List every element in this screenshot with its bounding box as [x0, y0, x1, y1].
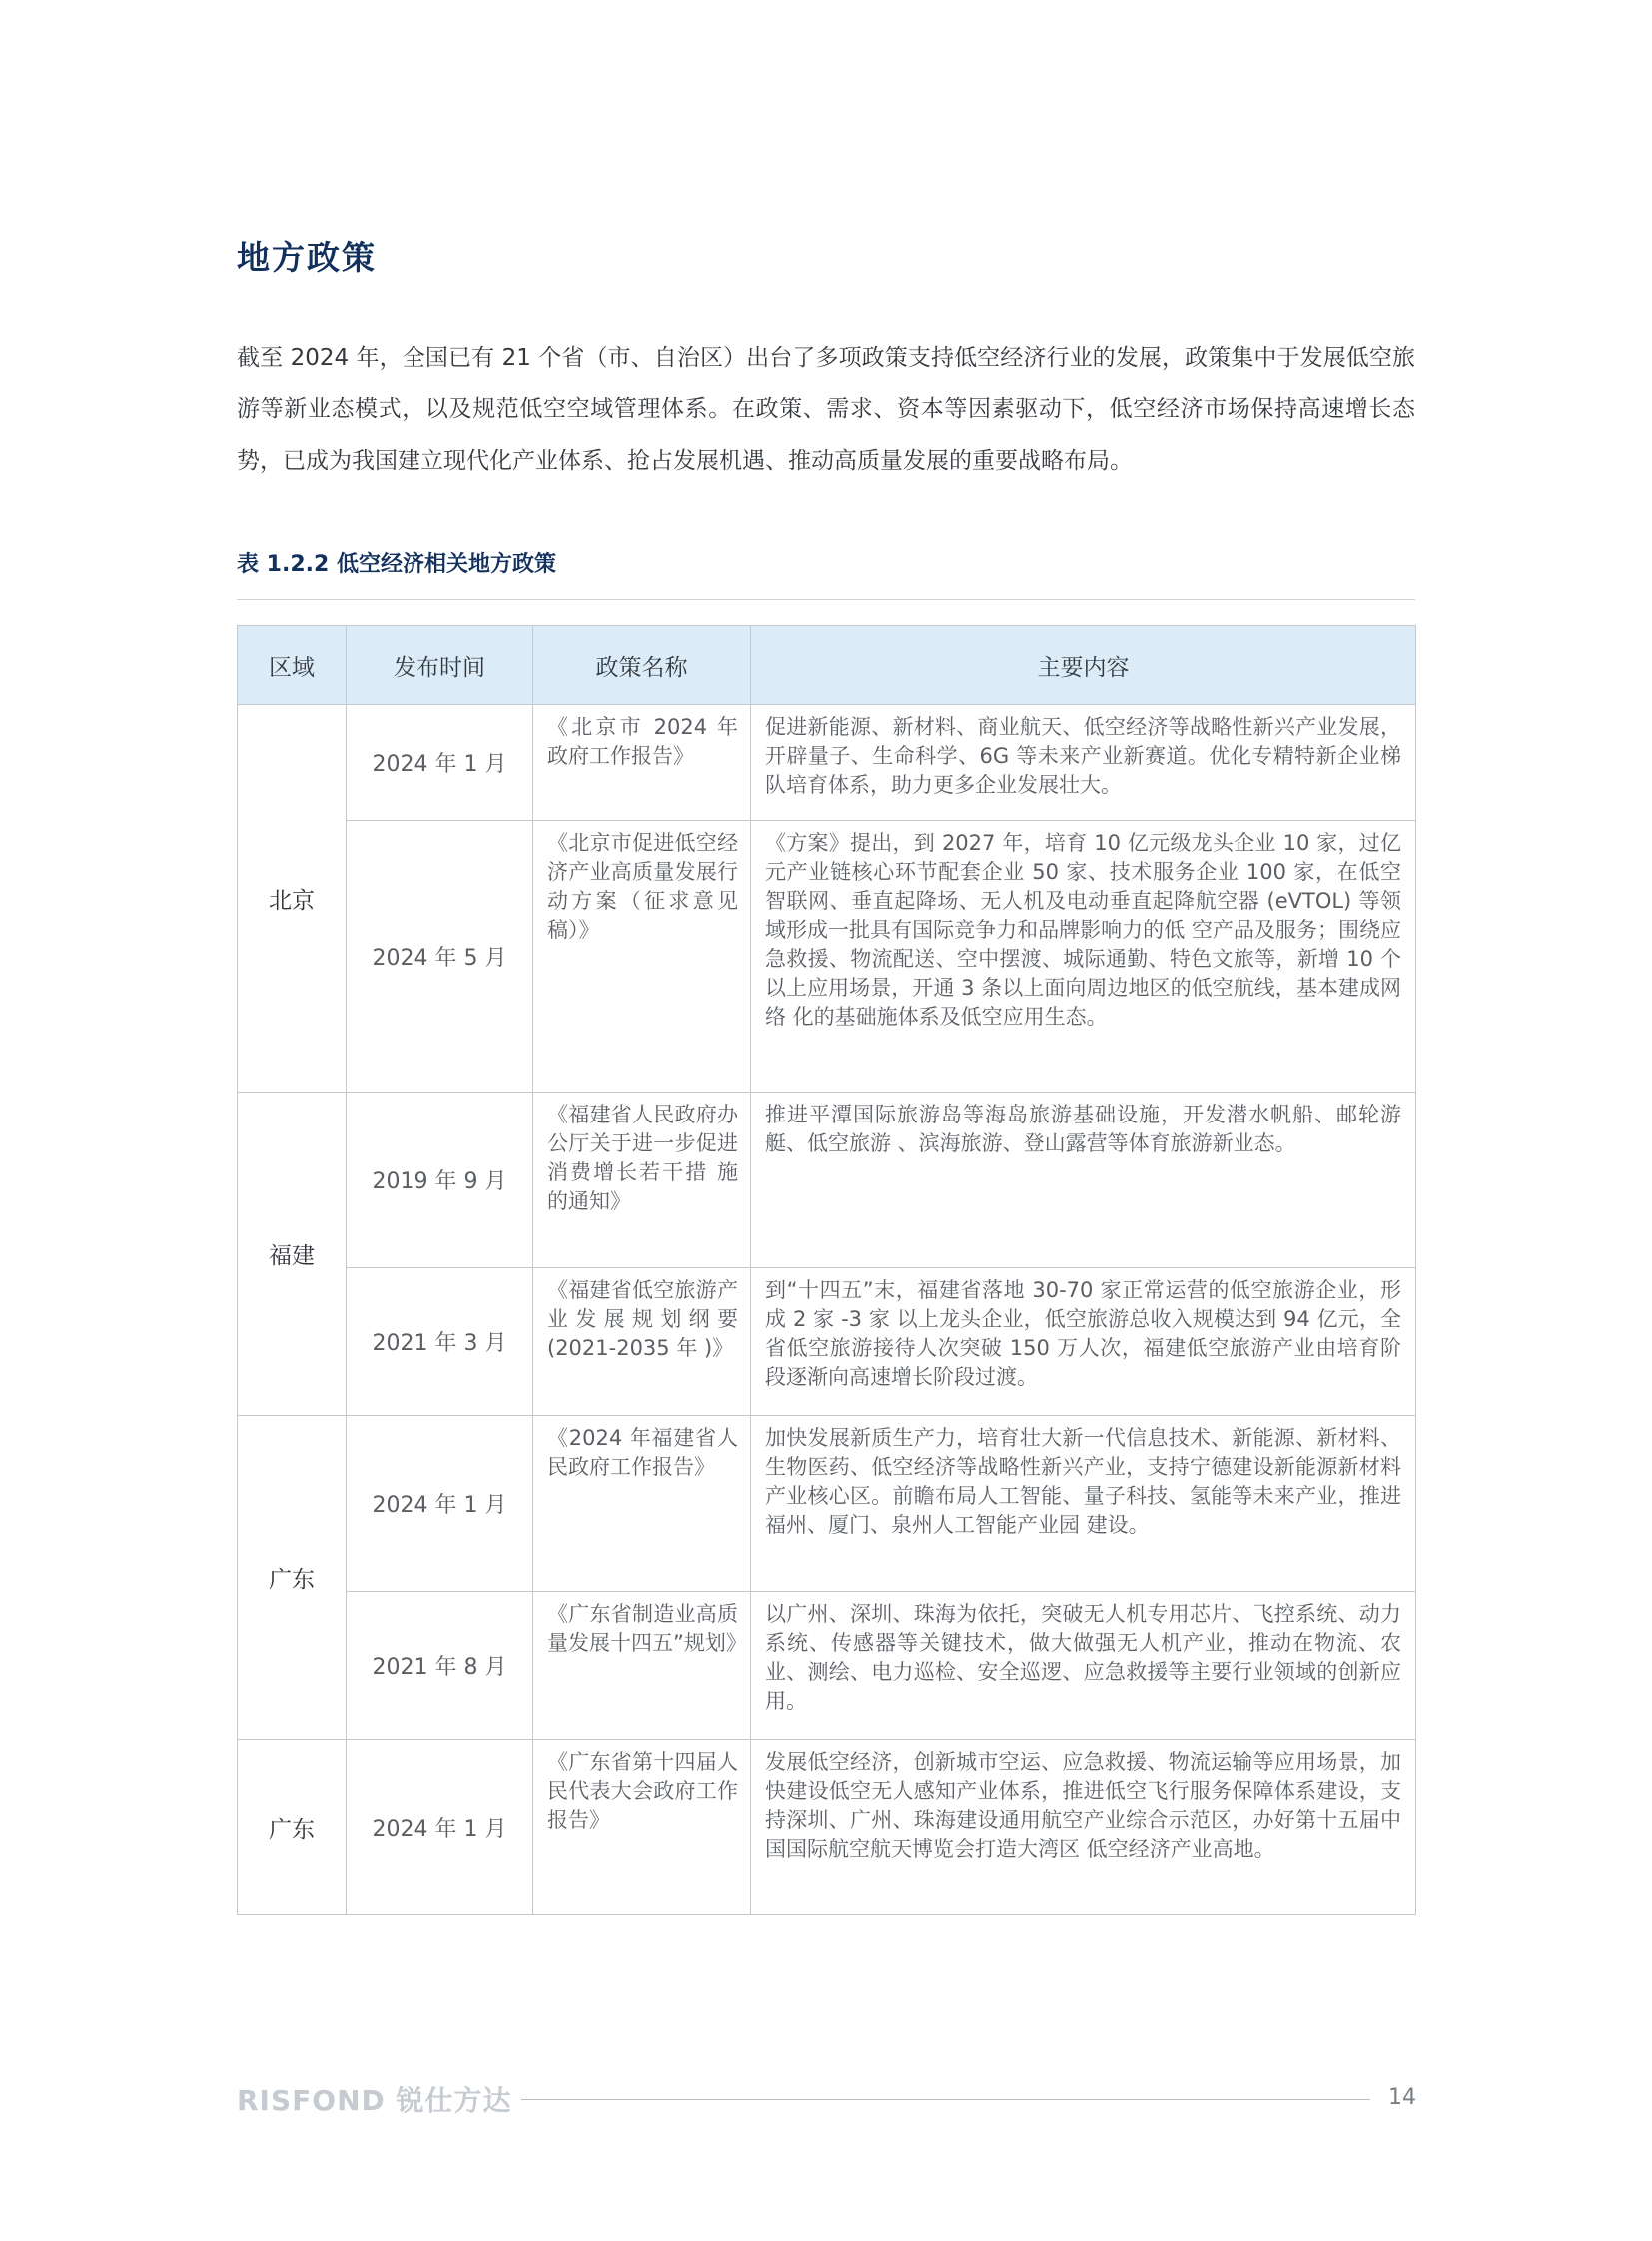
header-policy-name: 政策名称: [533, 626, 751, 705]
table-row: [238, 1093, 1416, 1268]
table-row: [238, 1592, 1416, 1740]
date-cell: 2019 年 9 月: [347, 1093, 533, 1268]
region-cell: 广东: [238, 1740, 347, 1915]
policy-name-cell: 《广东省第十四届人民代表大会政府工作报告》: [533, 1740, 751, 1915]
table-row: [238, 1268, 1416, 1416]
intro-paragraph: 截至 2024 年，全国已有 21 个省（市、自治区）出台了多项政策支持低空经济行业的发展，政策集中于发展低空旅游等新业态模式，以及规范低空空域管理体系。在政策、需求、资本等因素驱动下，低空经济市场保持高速增长态势，已成为我国建立现代化产业体系、抢占发展机遇、推动高质量发展的重要战略布局。: [237, 345, 1415, 474]
page-title: 地方政策: [237, 238, 377, 277]
header-region: 区域: [238, 626, 347, 705]
policy-name-cell: 《福建省人民政府办公厅关于进一步促进消费增长若干措 施的通知》: [533, 1093, 751, 1268]
date-cell: 2021 年 3 月: [347, 1268, 533, 1416]
date-cell: 2021 年 8 月: [347, 1592, 533, 1740]
region-cell: 北京: [238, 705, 347, 1093]
policy-name-cell: 《广东省制造业高质量发展十四五”规划》: [533, 1592, 751, 1740]
policy-name-cell: 《2024 年福建省人民政府工作报告》: [533, 1416, 751, 1592]
region-cell: 广东: [238, 1416, 347, 1740]
table-row: [238, 821, 1416, 1093]
footer-divider: [521, 2099, 1370, 2100]
content-cell: 促进新能源、新材料、商业航天、低空经济等战略性新兴产业发展，开辟量子、生命科学、6G 等未来产业新赛道。优化专精特新企业梯队培育体系，助力更多企业发展壮大。: [751, 705, 1416, 821]
date-cell: 2024 年 1 月: [347, 1740, 533, 1915]
brand-logo: RISFOND 锐仕方达: [237, 2084, 512, 2117]
policy-name-cell: 《北京市 2024 年政府工作报告》: [533, 705, 751, 821]
header-date: 发布时间: [347, 626, 533, 705]
page-number: 14: [1388, 2085, 1416, 2110]
content-cell: 加快发展新质生产力，培育壮大新一代信息技术、新能源、新材料、生物医药、低空经济等战略性新兴产业，支持宁德建设新能源新材料产业核心区。前瞻布局人工智能、量子科技、氢能等未来产业，推进福州、厦门、泉州人工智能产业园 建设。: [751, 1416, 1416, 1592]
content-cell: 到“十四五”末，福建省落地 30-70 家正常运营的低空旅游企业，形成 2 家 -3 家 以上龙头企业，低空旅游总收入规模达到 94 亿元，全省低空旅游接待人次突破 150 万人次，福建低空旅游产业由培育阶段逐渐向高速增长阶段过渡。: [751, 1268, 1416, 1416]
policy-table: [237, 625, 1416, 1915]
content-cell: 《方案》提出，到 2027 年，培育 10 亿元级龙头企业 10 家，过亿元产业链核心环节配套企业 50 家、技术服务企业 100 家，在低空智联网、垂直起降场、无人机及电动垂直起降航空器 (eVTOL) 等领域形成一批具有国际竞争力和品牌影响力的低 空产品及服务；围绕应急救援、物流配送、空中摆渡、城际通勤、特色文旅等，新增 10 个以上应用场景，开通 3 条以上面向周边地区的低空航线，基本建成网络 化的基础施体系及低空应用生态。: [751, 821, 1416, 1093]
date-cell: 2024 年 5 月: [347, 821, 533, 1093]
policy-name-cell: 《北京市促进低空经济产业高质量发展行动方案（征求意见稿）》: [533, 821, 751, 1093]
table-row: [238, 705, 1416, 821]
content-cell: 发展低空经济，创新城市空运、应急救援、物流运输等应用场景，加快建设低空无人感知产业体系，推进低空飞行服务保障体系建设，支持深圳、广州、珠海建设通用航空产业综合示范区，办好第十五届中国国际航空航天博览会打造大湾区 低空经济产业高地。: [751, 1740, 1416, 1915]
table-row: [238, 1416, 1416, 1592]
date-cell: 2024 年 1 月: [347, 1416, 533, 1592]
table-row: [238, 1740, 1416, 1915]
caption-divider: [237, 599, 1415, 600]
date-cell: 2024 年 1 月: [347, 705, 533, 821]
policy-name-cell: 《福建省低空旅游产业发展规划纲要 (2021-2035 年 )》: [533, 1268, 751, 1416]
table-caption: 表 1.2.2 低空经济相关地方政策: [237, 552, 556, 577]
header-main-content: 主要内容: [751, 626, 1416, 705]
table-header-row: [238, 626, 1416, 705]
content-cell: 以广州、深圳、珠海为依托，突破无人机专用芯片、飞控系统、动力系统、传感器等关键技术，做大做强无人机产业，推动在物流、农业、测绘、电力巡检、安全巡逻、应急救援等主要行业领域的创新应用。: [751, 1592, 1416, 1740]
content-cell: 推进平潭国际旅游岛等海岛旅游基础设施，开发潜水帆船、邮轮游艇、低空旅游 、滨海旅游、登山露营等体育旅游新业态。: [751, 1093, 1416, 1268]
region-cell: 福建: [238, 1093, 347, 1416]
